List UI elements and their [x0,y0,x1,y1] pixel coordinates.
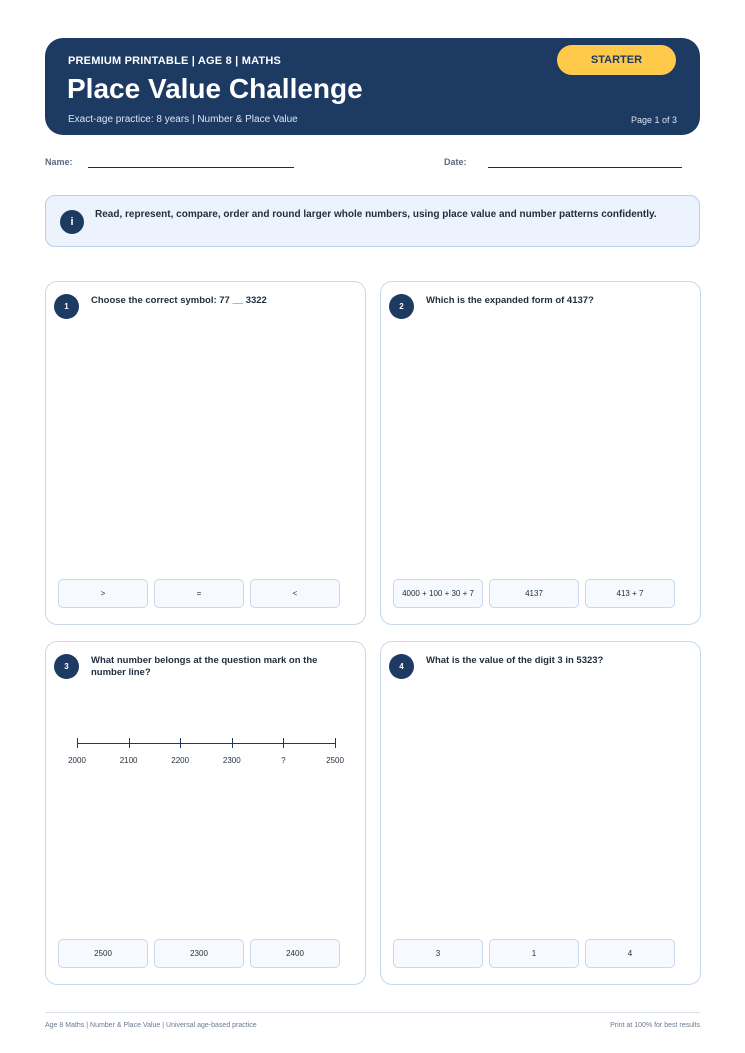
question-number: 1 [54,294,79,319]
question-text: What number belongs at the question mark on the number line? [91,655,318,678]
answer-option[interactable]: 4 [585,939,675,968]
answer-option[interactable]: > [58,579,148,608]
answer-option[interactable]: = [154,579,244,608]
number-line-tick [129,738,130,748]
number-line-tick [77,738,78,748]
page-number: Page 1 of 3 [630,115,677,125]
question-text: Choose the correct symbol: 77 __ 3322 [91,295,267,306]
answer-option[interactable]: 4137 [489,579,579,608]
number-line-tick [232,738,233,748]
answer-option[interactable]: 3 [393,939,483,968]
question-card-3 [45,641,366,985]
question-text: Which is the expanded form of 4137? [426,295,594,306]
number-line-label: 2100 [119,756,138,765]
number-line-tick [283,738,284,748]
question-text: What is the value of the digit 3 in 5323? [426,655,604,666]
answer-option[interactable]: 2300 [154,939,244,968]
header-banner [45,38,700,135]
number-line [46,732,365,782]
question-number: 4 [389,654,414,679]
number-line-label: 2300 [222,756,241,765]
name-line[interactable] [88,167,294,168]
number-line-tick [180,738,181,748]
question-card-2 [380,281,701,625]
instructions-box [45,195,700,247]
page-subtitle: Exact-age practice: 8 years | Number & Place Value [68,114,298,125]
answer-options [393,579,693,609]
number-line-label: 2500 [326,756,344,765]
number-line-label: ? [281,756,286,765]
print-note: Print at 100% for best results [610,1022,700,1029]
question-card-1 [45,281,366,625]
instructions-text: Read, represent, compare, order and round larger whole numbers, using place value and number patterns confidently. [95,209,657,220]
number-line-axis [77,743,335,744]
answer-option[interactable]: 1 [489,939,579,968]
answer-option[interactable]: 2500 [58,939,148,968]
date-label: Date: [444,157,467,167]
header-kicker: PREMIUM PRINTABLE | AGE 8 | MATHS [68,55,282,67]
page-title: Place Value Challenge [67,73,363,104]
answer-option[interactable]: 2400 [250,939,340,968]
question-number: 2 [389,294,414,319]
footer-text: Age 8 Maths | Number & Place Value | Universal age-based practice [45,1022,257,1029]
name-label: Name: [45,157,73,167]
question-number: 3 [54,654,79,679]
answer-option[interactable]: 4000 + 100 + 30 + 7 [393,579,483,608]
answer-option[interactable]: < [250,579,340,608]
date-line[interactable] [488,167,682,168]
info-icon: i [60,210,84,234]
level-badge: STARTER [557,45,676,75]
footer-divider [45,1012,700,1013]
answer-options [393,939,693,969]
answer-options [58,579,358,609]
question-card-4 [380,641,701,985]
answer-option[interactable]: 413 + 7 [585,579,675,608]
number-line-label: 2000 [68,756,86,765]
answer-options [58,939,358,969]
number-line-tick [335,738,336,748]
number-line-label: 2200 [171,756,190,765]
